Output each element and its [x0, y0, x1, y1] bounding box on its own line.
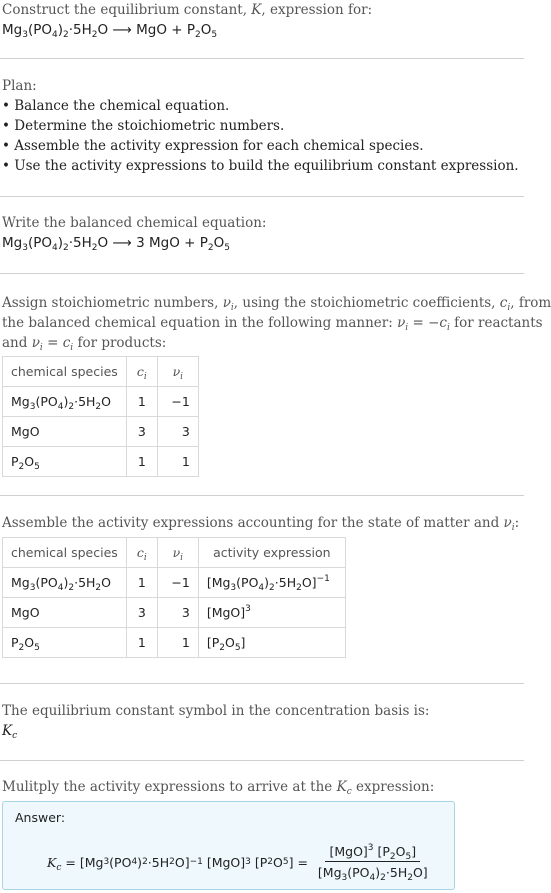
multiply-title: Mulitply the activity expressions to arrive at the $K_c$ expression:	[2, 779, 435, 797]
c-cell: 1	[126, 628, 157, 658]
plan-title: Plan:	[2, 78, 37, 94]
activity-title: Assemble the activity expressions accounting for the state of matter and $\nu_i$:	[2, 515, 520, 533]
stoich-text-line: Assign stoichiometric numbers, $\nu_i$, using the stoichiometric coefficients, $c_i$, from	[2, 295, 551, 313]
species-cell: $P_2O_5$	[3, 447, 127, 477]
plan-step: • Assemble the activity expression for each chemical species.	[2, 138, 424, 154]
separator-1	[0, 58, 524, 59]
table-row	[3, 447, 199, 477]
col-header-nu: $\nu_i$	[157, 357, 198, 387]
kc-symbol: $K_c$	[2, 723, 18, 741]
multiply-section	[0, 777, 434, 797]
activity-section	[0, 513, 519, 533]
col-header-nu: $\nu_i$	[157, 538, 198, 568]
plan-section	[0, 76, 519, 176]
activity-table	[2, 537, 346, 658]
col-header-activity: activity expression	[198, 538, 345, 568]
stoich-text-line: the balanced chemical equation in the following manner: $\nu_i = -c_i$ for reactants	[2, 315, 543, 333]
c-cell: 3	[126, 598, 157, 628]
table-row	[3, 568, 346, 598]
stoich-text-line: and $\nu_i = c_i$ for products:	[2, 335, 167, 353]
col-header-c: $c_i$	[126, 538, 157, 568]
species-cell: MgO	[3, 417, 127, 447]
nu-cell: 3	[157, 417, 198, 447]
balanced-coefficient: 3	[136, 235, 145, 251]
species-cell: $Mg_3(PO_4)_2\cdot 5H_2O$	[3, 568, 127, 598]
species-cell: $P_2O_5$	[3, 628, 127, 658]
table-header-row	[3, 357, 199, 387]
answer-fraction	[314, 843, 432, 883]
nu-cell: 1	[157, 447, 198, 477]
symbol-section	[0, 701, 429, 741]
answer-box	[2, 801, 455, 890]
balanced-section	[0, 213, 266, 253]
nu-cell: −1	[157, 387, 198, 417]
c-cell: 3	[126, 417, 157, 447]
intro-text: Construct the equilibrium constant, K, expression for:	[2, 2, 373, 18]
nu-cell: 3	[157, 598, 198, 628]
activity-cell: $[Mg_3(PO_4)_2\cdot 5H_2O]^{-1}$	[198, 568, 345, 598]
balanced-title: Write the balanced chemical equation:	[2, 215, 267, 231]
symbol-title: The equilibrium constant symbol in the concentration basis is:	[2, 703, 430, 719]
table-row	[3, 598, 346, 628]
species-cell: MgO	[3, 598, 127, 628]
table-row	[3, 417, 199, 447]
separator-3	[0, 273, 524, 274]
separator-5	[0, 683, 524, 684]
answer-equation: $K_c$ = [Mg 3 (PO 4 ) 2 ·5H 2 O] −1 [MgO] 3 [P 2 O 5 ] = $\frac{[MgO]^3 [P_2O_5]}{[Mg_3(PO_4)_2\cdot 5H_2O]}$	[47, 847, 432, 877]
activity-cell: [MgO]$^3$	[198, 598, 345, 628]
stoich-section	[0, 293, 551, 353]
c-cell: 1	[126, 568, 157, 598]
stoich-table	[2, 356, 199, 477]
table-header-row	[3, 538, 346, 568]
plan-step: • Balance the chemical equation.	[2, 98, 230, 114]
answer-label: Answer:	[15, 810, 66, 825]
separator-2	[0, 196, 524, 197]
intro-section	[0, 0, 372, 40]
c-cell: 1	[126, 447, 157, 477]
fraction-denominator: $[Mg_3(PO_4)_2\cdot 5H_2O]$	[317, 865, 428, 883]
col-header-c: $c_i$	[126, 357, 157, 387]
k-symbol: K	[251, 2, 262, 18]
reaction-arrow: ⟶	[112, 22, 132, 38]
fraction-numerator: [MgO]$^3$ $[P_2O_5]$	[325, 844, 420, 862]
activity-cell: $[P_2O_5]$	[198, 628, 345, 658]
species-cell: $Mg_3(PO_4)_2\cdot 5H_2O$	[3, 387, 127, 417]
c-cell: 1	[126, 387, 157, 417]
balanced-equation: $Mg_3(PO_4)_2\cdot 5H_2O$ ⟶ 3 MgO + $P_2O_5$	[2, 235, 230, 253]
intro-reaction: $Mg_3(PO_4)_2\cdot 5H_2O$ ⟶ MgO + $P_2O_5$	[2, 22, 218, 40]
separator-6	[0, 760, 524, 761]
col-header-species: chemical species	[3, 357, 127, 387]
table-row	[3, 387, 199, 417]
plan-step: • Use the activity expressions to build the equilibrium constant expression.	[2, 158, 519, 174]
separator-4	[0, 495, 524, 496]
plan-step: • Determine the stoichiometric numbers.	[2, 118, 285, 134]
col-header-species: chemical species	[3, 538, 127, 568]
nu-cell: −1	[157, 568, 198, 598]
nu-cell: 1	[157, 628, 198, 658]
table-row	[3, 628, 346, 658]
